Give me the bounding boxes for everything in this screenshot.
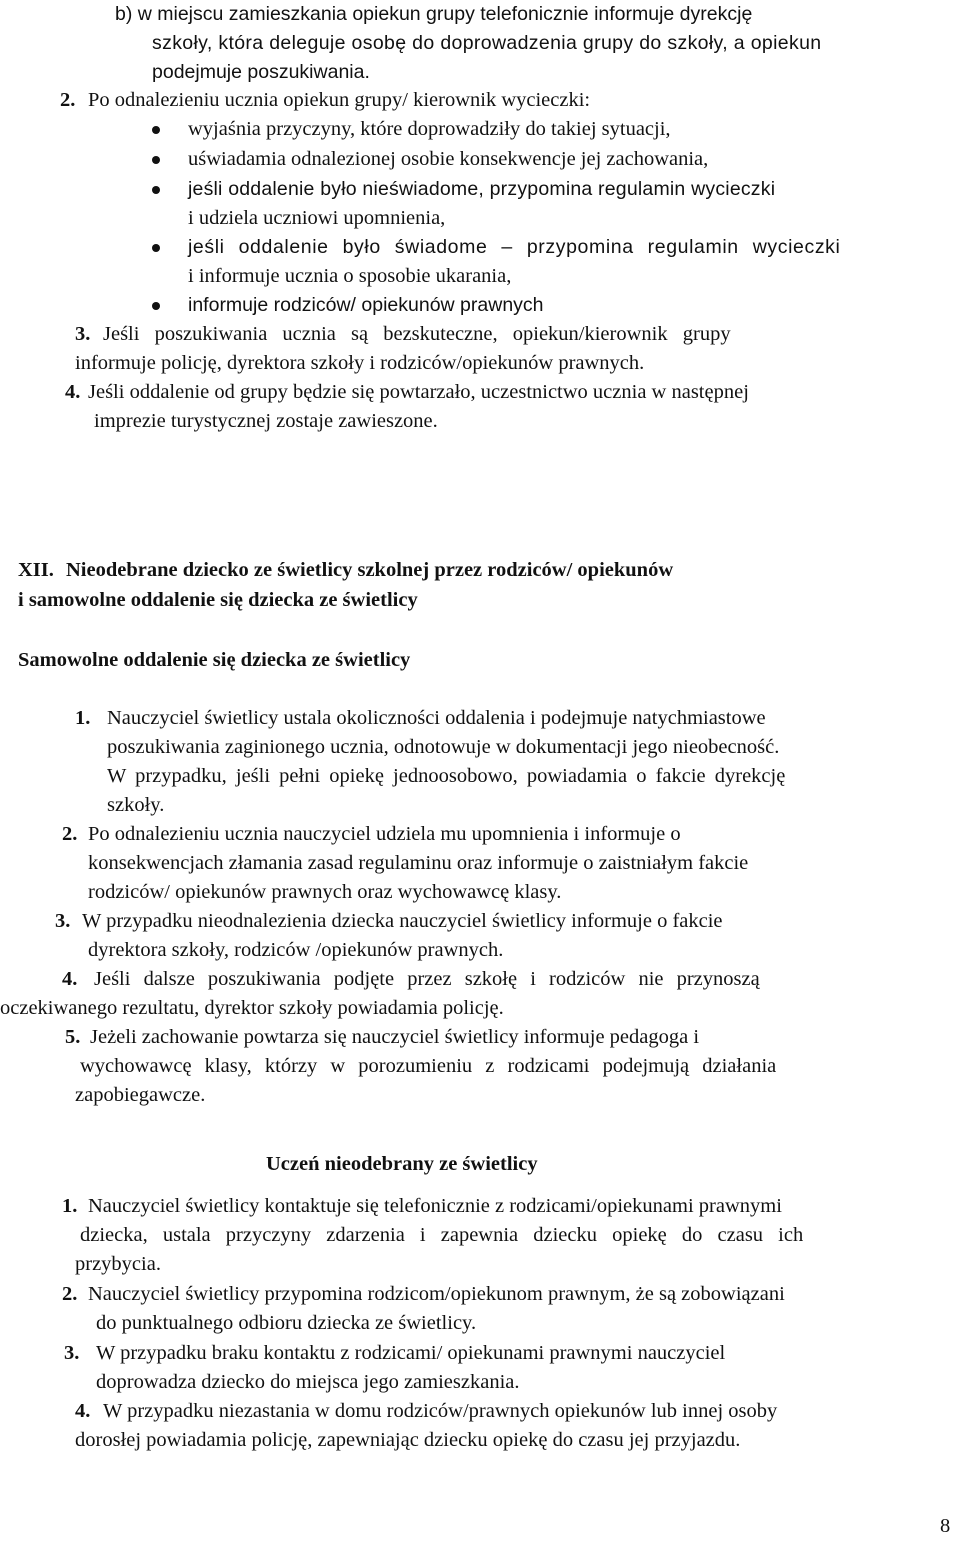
s2-item-3-line-1: W przypadku braku kontaktu z rodzicami/ opiekunami prawnymi nauczyciel <box>96 1342 726 1364</box>
s1-item-2-line-3: rodziców/ opiekunów prawnych oraz wychowawcę klasy. <box>88 881 562 903</box>
s1-item-4-number: 4. <box>62 968 78 990</box>
bullet-icon <box>152 186 160 194</box>
p4-number: 4. <box>65 381 81 403</box>
section-xii-title-line-1: Nieodebrane dziecko ze świetlicy szkolnej przez rodziców/ opiekunów <box>66 559 674 581</box>
section-xii-title-line-2: i samowolne oddalenie się dziecka ze świetlicy <box>18 589 418 611</box>
sec-b-line-1: b) w miejscu zamieszkania opiekun grupy telefonicznie informuje dyrekcję <box>115 3 753 25</box>
s1-item-1-line-2: poszukiwania zaginionego ucznia, odnotowuje w dokumentacji jego nieobecność. <box>107 736 780 758</box>
bullet-icon <box>152 302 160 310</box>
p3-line-2: informuje policję, dyrektora szkoły i rodziców/opiekunów prawnych. <box>75 352 645 374</box>
sec-b-line-2: szkoły, która deleguje osobę do doprowadzenia grupy do szkoły, a opiekun <box>152 32 822 54</box>
p2-number: 2. <box>60 89 76 111</box>
bullet-icon <box>152 126 160 134</box>
s2-item-1-line-1: Nauczyciel świetlicy kontaktuje się telefonicznie z rodzicami/opiekunami prawnymi <box>88 1195 782 1217</box>
s1-item-2-number: 2. <box>62 823 78 845</box>
s2-item-1-line-3: przybycia. <box>75 1253 161 1275</box>
p2-text: Po odnalezieniu ucznia opiekun grupy/ kierownik wycieczki: <box>88 89 591 111</box>
s1-item-5-number: 5. <box>65 1026 81 1048</box>
s1-item-4-line-1: Jeśli dalsze poszukiwania podjęte przez szkołę i rodziców nie przynoszą <box>94 968 760 990</box>
p3-number: 3. <box>75 323 91 345</box>
p4-line-1: Jeśli oddalenie od grupy będzie się powtarzało, uczestnictwo ucznia w następnej <box>88 381 749 403</box>
p2-bullet-1: wyjaśnia przyczyny, które doprowadziły do takiej sytuacji, <box>188 118 671 140</box>
s2-item-4-number: 4. <box>75 1400 91 1422</box>
p2-bullet-4-line-2: i informuje ucznia o sposobie ukarania, <box>188 265 512 287</box>
s1-item-3-line-1: W przypadku nieodnalezienia dziecka nauczyciel świetlicy informuje o fakcie <box>82 910 723 932</box>
s1-item-1-line-4: szkoły. <box>107 794 165 816</box>
s1-item-3-number: 3. <box>55 910 71 932</box>
subsection-heading-uczen: Uczeń nieodebrany ze świetlicy <box>266 1153 538 1175</box>
s1-item-1-line-1: Nauczyciel świetlicy ustala okoliczności oddalenia i podejmuje natychmiastowe <box>107 707 766 729</box>
p2-bullet-2: uświadamia odnalezionej osobie konsekwencje jej zachowania, <box>188 148 709 170</box>
s1-item-2-line-2: konsekwencjach złamania zasad regulaminu oraz informuje o zaistniałym fakcie <box>88 852 749 874</box>
s2-item-1-line-2: dziecka, ustala przyczyny zdarzenia i zapewnia dziecku opiekę do czasu ich <box>80 1224 804 1246</box>
page-number: 8 <box>940 1515 951 1537</box>
s1-item-5-line-2: wychowawcę klasy, którzy w porozumieniu z rodzicami podejmują działania <box>80 1055 777 1077</box>
s1-item-5-line-3: zapobiegawcze. <box>75 1084 206 1106</box>
p4-line-2: imprezie turystycznej zostaje zawieszone. <box>94 410 438 432</box>
s2-item-4-line-2: dorosłej powiadamia policję, zapewniając dziecku opiekę do czasu jej przyjazdu. <box>75 1429 741 1451</box>
s2-item-3-number: 3. <box>64 1342 80 1364</box>
p2-bullet-3-line-1: jeśli oddalenie było nieświadome, przypomina regulamin wycieczki <box>188 178 776 200</box>
p2-bullet-3-line-2: i udziela uczniowi upomnienia, <box>188 207 446 229</box>
p2-bullet-5: informuje rodziców/ opiekunów prawnych <box>188 294 544 316</box>
s2-item-3-line-2: doprowadza dziecko do miejsca jego zamieszkania. <box>96 1371 520 1393</box>
s2-item-2-line-2: do punktualnego odbioru dziecka ze świetlicy. <box>96 1312 477 1334</box>
s1-item-5-line-1: Jeżeli zachowanie powtarza się nauczyciel świetlicy informuje pedagoga i <box>90 1026 700 1048</box>
subsection-heading-samowolne: Samowolne oddalenie się dziecka ze świetlicy <box>18 649 411 671</box>
s2-item-4-line-1: W przypadku niezastania w domu rodziców/prawnych opiekunów lub innej osoby <box>103 1400 778 1422</box>
s2-item-2-number: 2. <box>62 1283 78 1305</box>
bullet-icon <box>152 156 160 164</box>
s1-item-1-line-3: W przypadku, jeśli pełni opiekę jednoosobowo, powiadamia o fakcie dyrekcję <box>107 765 786 787</box>
p2-bullet-4-line-1: jeśli oddalenie było świadome – przypomina regulamin wycieczki <box>188 236 841 258</box>
s2-item-2-line-1: Nauczyciel świetlicy przypomina rodzicom/opiekunom prawnym, że są zobowiązani <box>88 1283 785 1305</box>
s1-item-3-line-2: dyrektora szkoły, rodziców /opiekunów prawnych. <box>88 939 504 961</box>
s1-item-4-line-2: oczekiwanego rezultatu, dyrektor szkoły powiadamia policję. <box>0 997 504 1019</box>
p3-line-1: Jeśli poszukiwania ucznia są bezskuteczne, opiekun/kierownik grupy <box>103 323 731 345</box>
section-xii-number: XII. <box>18 559 54 581</box>
bullet-icon <box>152 244 160 252</box>
sec-b-line-3: podejmuje poszukiwania. <box>152 61 370 83</box>
s1-item-2-line-1: Po odnalezieniu ucznia nauczyciel udziela mu upomnienia i informuje o <box>88 823 681 845</box>
s2-item-1-number: 1. <box>62 1195 78 1217</box>
s1-item-1-number: 1. <box>75 707 91 729</box>
